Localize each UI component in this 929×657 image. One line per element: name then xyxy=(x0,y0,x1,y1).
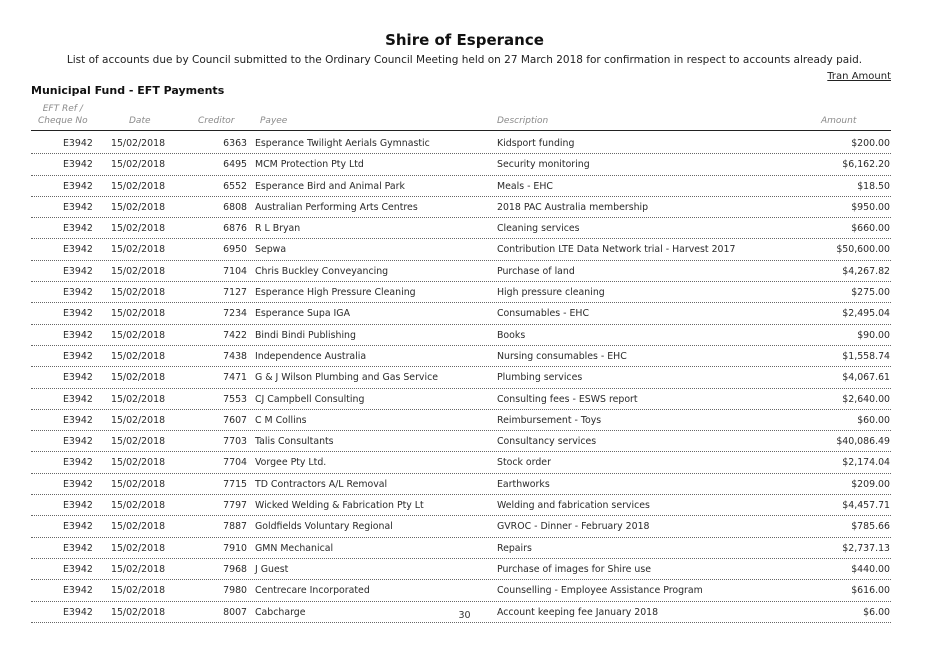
cell-description: Books xyxy=(497,329,526,341)
cell-payee: Goldfields Voluntary Regional xyxy=(255,521,393,533)
table-row xyxy=(31,261,891,282)
cell-amount: $1,558.74 xyxy=(842,350,890,362)
cell-creditor: 7422 xyxy=(223,329,247,341)
cell-payee: Esperance High Pressure Cleaning xyxy=(255,287,416,299)
table-row xyxy=(31,538,891,559)
cell-creditor: 7234 xyxy=(223,308,247,320)
cell-amount: $6,162.20 xyxy=(842,159,890,171)
cell-date: 15/02/2018 xyxy=(111,265,166,277)
cell-payee: Cabcharge xyxy=(255,606,306,618)
cell-date: 15/02/2018 xyxy=(111,180,166,192)
table-row xyxy=(31,303,891,324)
cell-date: 15/02/2018 xyxy=(111,500,166,512)
cell-creditor: 7438 xyxy=(223,350,247,362)
table-row xyxy=(31,154,891,175)
cell-description: Kidsport funding xyxy=(497,138,575,149)
cell-ref: E3942 xyxy=(63,308,93,320)
cell-amount: $50,600.00 xyxy=(836,244,890,256)
payments-table xyxy=(31,133,891,623)
table-row xyxy=(31,495,891,516)
table-row xyxy=(31,580,891,601)
cell-amount: $616.00 xyxy=(851,585,890,597)
cell-amount: $40,086.49 xyxy=(836,436,890,448)
cell-amount: $275.00 xyxy=(851,287,890,299)
cell-creditor: 6950 xyxy=(223,244,247,256)
cell-description: Purchase of land xyxy=(497,265,575,277)
cell-description: Cleaning services xyxy=(497,223,580,235)
cell-description: Counselling - Employee Assistance Program xyxy=(497,585,703,597)
cell-description: Repairs xyxy=(497,542,532,554)
cell-payee: Wicked Welding & Fabrication Pty Lt xyxy=(255,500,424,512)
cell-amount: $6.00 xyxy=(863,606,890,618)
cell-description: Consultancy services xyxy=(497,436,597,448)
cell-date: 15/02/2018 xyxy=(111,201,166,213)
cell-description: Reimbursement - Toys xyxy=(497,414,602,426)
cell-description: GVROC - Dinner - February 2018 xyxy=(497,521,650,533)
cell-description: Account keeping fee January 2018 xyxy=(497,606,659,618)
cell-creditor: 6495 xyxy=(223,159,247,171)
cell-creditor: 7703 xyxy=(223,436,247,448)
cell-amount: $785.66 xyxy=(851,521,890,533)
cell-amount: $950.00 xyxy=(851,201,890,213)
table-row xyxy=(31,452,891,473)
cell-amount: $2,640.00 xyxy=(842,393,890,405)
table-row xyxy=(31,176,891,197)
cell-creditor: 6552 xyxy=(223,180,247,192)
cell-ref: E3942 xyxy=(63,457,93,469)
cell-amount: $660.00 xyxy=(851,223,890,235)
cell-date: 15/02/2018 xyxy=(111,372,166,384)
section-title: Municipal Fund - EFT Payments xyxy=(31,84,225,97)
column-header-creditor: Creditor xyxy=(198,116,235,126)
cell-payee: CJ Campbell Consulting xyxy=(255,393,365,405)
column-header-ref-line2: Cheque No xyxy=(38,116,88,126)
table-row xyxy=(31,516,891,537)
table-row xyxy=(31,389,891,410)
cell-ref: E3942 xyxy=(63,138,93,149)
cell-description: Meals - EHC xyxy=(497,180,553,192)
cell-ref: E3942 xyxy=(63,542,93,554)
cell-ref: E3942 xyxy=(63,350,93,362)
cell-creditor: 7797 xyxy=(223,500,247,512)
table-row xyxy=(31,218,891,239)
cell-ref: E3942 xyxy=(63,223,93,235)
table-row xyxy=(31,474,891,495)
cell-date: 15/02/2018 xyxy=(111,563,166,575)
cell-payee: MCM Protection Pty Ltd xyxy=(255,159,364,171)
cell-description: Stock order xyxy=(497,457,551,469)
cell-creditor: 7607 xyxy=(223,414,247,426)
document-subtitle: List of accounts due by Council submitted to the Ordinary Council Meeting held on 27 March 2018 for confirmation in respect to accounts already paid. xyxy=(66,54,863,66)
column-header-description: Description xyxy=(497,116,549,126)
column-header-amount: Amount xyxy=(821,116,857,126)
cell-description: Welding and fabrication services xyxy=(497,500,650,512)
cell-payee: Esperance Supa IGA xyxy=(255,308,350,320)
cell-payee: J Guest xyxy=(255,563,289,575)
tran-amount-label: Tran Amount xyxy=(827,71,891,82)
cell-description: Nursing consumables - EHC xyxy=(497,350,627,362)
cell-date: 15/02/2018 xyxy=(111,223,166,235)
cell-payee: Talis Consultants xyxy=(255,436,334,448)
cell-amount: $4,267.82 xyxy=(842,265,890,277)
cell-description: Earthworks xyxy=(497,478,550,490)
cell-date: 15/02/2018 xyxy=(111,159,166,171)
cell-creditor: 7104 xyxy=(223,265,247,277)
table-row xyxy=(31,197,891,218)
cell-creditor: 7127 xyxy=(223,287,247,299)
cell-ref: E3942 xyxy=(63,436,93,448)
column-header-payee: Payee xyxy=(260,116,288,126)
cell-ref: E3942 xyxy=(63,500,93,512)
cell-date: 15/02/2018 xyxy=(111,393,166,405)
cell-amount: $200.00 xyxy=(851,138,890,149)
cell-creditor: 7715 xyxy=(223,478,247,490)
cell-amount: $18.50 xyxy=(857,180,890,192)
cell-date: 15/02/2018 xyxy=(111,585,166,597)
cell-payee: GMN Mechanical xyxy=(255,542,334,554)
column-header-ref xyxy=(38,103,88,127)
cell-payee: Australian Performing Arts Centres xyxy=(255,201,418,213)
cell-amount: $2,174.04 xyxy=(842,457,890,469)
cell-payee: Vorgee Pty Ltd. xyxy=(255,457,327,469)
cell-amount: $60.00 xyxy=(857,414,890,426)
cell-ref: E3942 xyxy=(63,478,93,490)
cell-ref: E3942 xyxy=(63,201,93,213)
table-row xyxy=(31,239,891,260)
cell-date: 15/02/2018 xyxy=(111,308,166,320)
column-header-ref-line1: EFT Ref / xyxy=(42,104,83,114)
cell-ref: E3942 xyxy=(63,329,93,341)
cell-description: High pressure cleaning xyxy=(497,287,605,299)
table-row xyxy=(31,325,891,346)
cell-creditor: 7704 xyxy=(223,457,247,469)
cell-date: 15/02/2018 xyxy=(111,478,166,490)
cell-ref: E3942 xyxy=(63,563,93,575)
column-header-date: Date xyxy=(129,116,151,126)
cell-creditor: 7887 xyxy=(223,521,247,533)
cell-description: Purchase of images for Shire use xyxy=(497,563,651,575)
cell-description: Plumbing services xyxy=(497,372,583,384)
cell-payee: C M Collins xyxy=(255,414,307,426)
page-number: 30 xyxy=(458,610,471,621)
cell-ref: E3942 xyxy=(63,414,93,426)
cell-ref: E3942 xyxy=(63,372,93,384)
cell-date: 15/02/2018 xyxy=(111,521,166,533)
cell-creditor: 7553 xyxy=(223,393,247,405)
cell-ref: E3942 xyxy=(63,180,93,192)
cell-date: 15/02/2018 xyxy=(111,542,166,554)
cell-ref: E3942 xyxy=(63,287,93,299)
cell-date: 15/02/2018 xyxy=(111,350,166,362)
cell-ref: E3942 xyxy=(63,585,93,597)
cell-date: 15/02/2018 xyxy=(111,329,166,341)
cell-creditor: 7968 xyxy=(223,563,247,575)
cell-payee: Esperance Twilight Aerials Gymnastic xyxy=(255,138,430,149)
cell-payee: Bindi Bindi Publishing xyxy=(255,329,356,341)
cell-creditor: 6808 xyxy=(223,201,247,213)
cell-description: 2018 PAC Australia membership xyxy=(497,201,649,213)
cell-creditor: 7910 xyxy=(223,542,247,554)
cell-ref: E3942 xyxy=(63,244,93,256)
cell-date: 15/02/2018 xyxy=(111,414,166,426)
header-divider xyxy=(31,130,891,131)
cell-description: Contribution LTE Data Network trial - Harvest 2017 xyxy=(497,244,736,256)
cell-date: 15/02/2018 xyxy=(111,244,166,256)
cell-date: 15/02/2018 xyxy=(111,287,166,299)
cell-date: 15/02/2018 xyxy=(111,436,166,448)
cell-creditor: 6363 xyxy=(223,138,247,149)
cell-ref: E3942 xyxy=(63,606,93,618)
cell-payee: Centrecare Incorporated xyxy=(255,585,370,597)
cell-amount: $90.00 xyxy=(857,329,890,341)
cell-payee: G & J Wilson Plumbing and Gas Service xyxy=(255,372,438,384)
cell-description: Consumables - EHC xyxy=(497,308,589,320)
cell-amount: $2,737.13 xyxy=(842,542,890,554)
cell-creditor: 8007 xyxy=(223,606,247,618)
cell-payee: Sepwa xyxy=(255,244,287,256)
table-row xyxy=(31,346,891,367)
table-row xyxy=(31,133,891,154)
cell-ref: E3942 xyxy=(63,521,93,533)
cell-date: 15/02/2018 xyxy=(111,606,166,618)
cell-creditor: 7471 xyxy=(223,372,247,384)
cell-amount: $209.00 xyxy=(851,478,890,490)
table-row xyxy=(31,559,891,580)
table-row xyxy=(31,431,891,452)
cell-amount: $4,067.61 xyxy=(842,372,890,384)
cell-payee: Esperance Bird and Animal Park xyxy=(255,180,405,192)
cell-date: 15/02/2018 xyxy=(111,457,166,469)
cell-creditor: 7980 xyxy=(223,585,247,597)
cell-description: Consulting fees - ESWS report xyxy=(497,393,638,405)
cell-ref: E3942 xyxy=(63,393,93,405)
cell-description: Security monitoring xyxy=(497,159,590,171)
cell-ref: E3942 xyxy=(63,265,93,277)
document-title: Shire of Esperance xyxy=(385,31,544,49)
table-row xyxy=(31,410,891,431)
cell-date: 15/02/2018 xyxy=(111,138,166,149)
cell-ref: E3942 xyxy=(63,159,93,171)
cell-amount: $440.00 xyxy=(851,563,890,575)
cell-payee: Chris Buckley Conveyancing xyxy=(255,265,389,277)
cell-amount: $4,457.71 xyxy=(842,500,890,512)
cell-payee: R L Bryan xyxy=(255,223,301,235)
cell-payee: TD Contractors A/L Removal xyxy=(255,478,388,490)
cell-amount: $2,495.04 xyxy=(842,308,890,320)
cell-payee: Independence Australia xyxy=(255,350,367,362)
cell-creditor: 6876 xyxy=(223,223,247,235)
table-row xyxy=(31,282,891,303)
table-row xyxy=(31,367,891,388)
